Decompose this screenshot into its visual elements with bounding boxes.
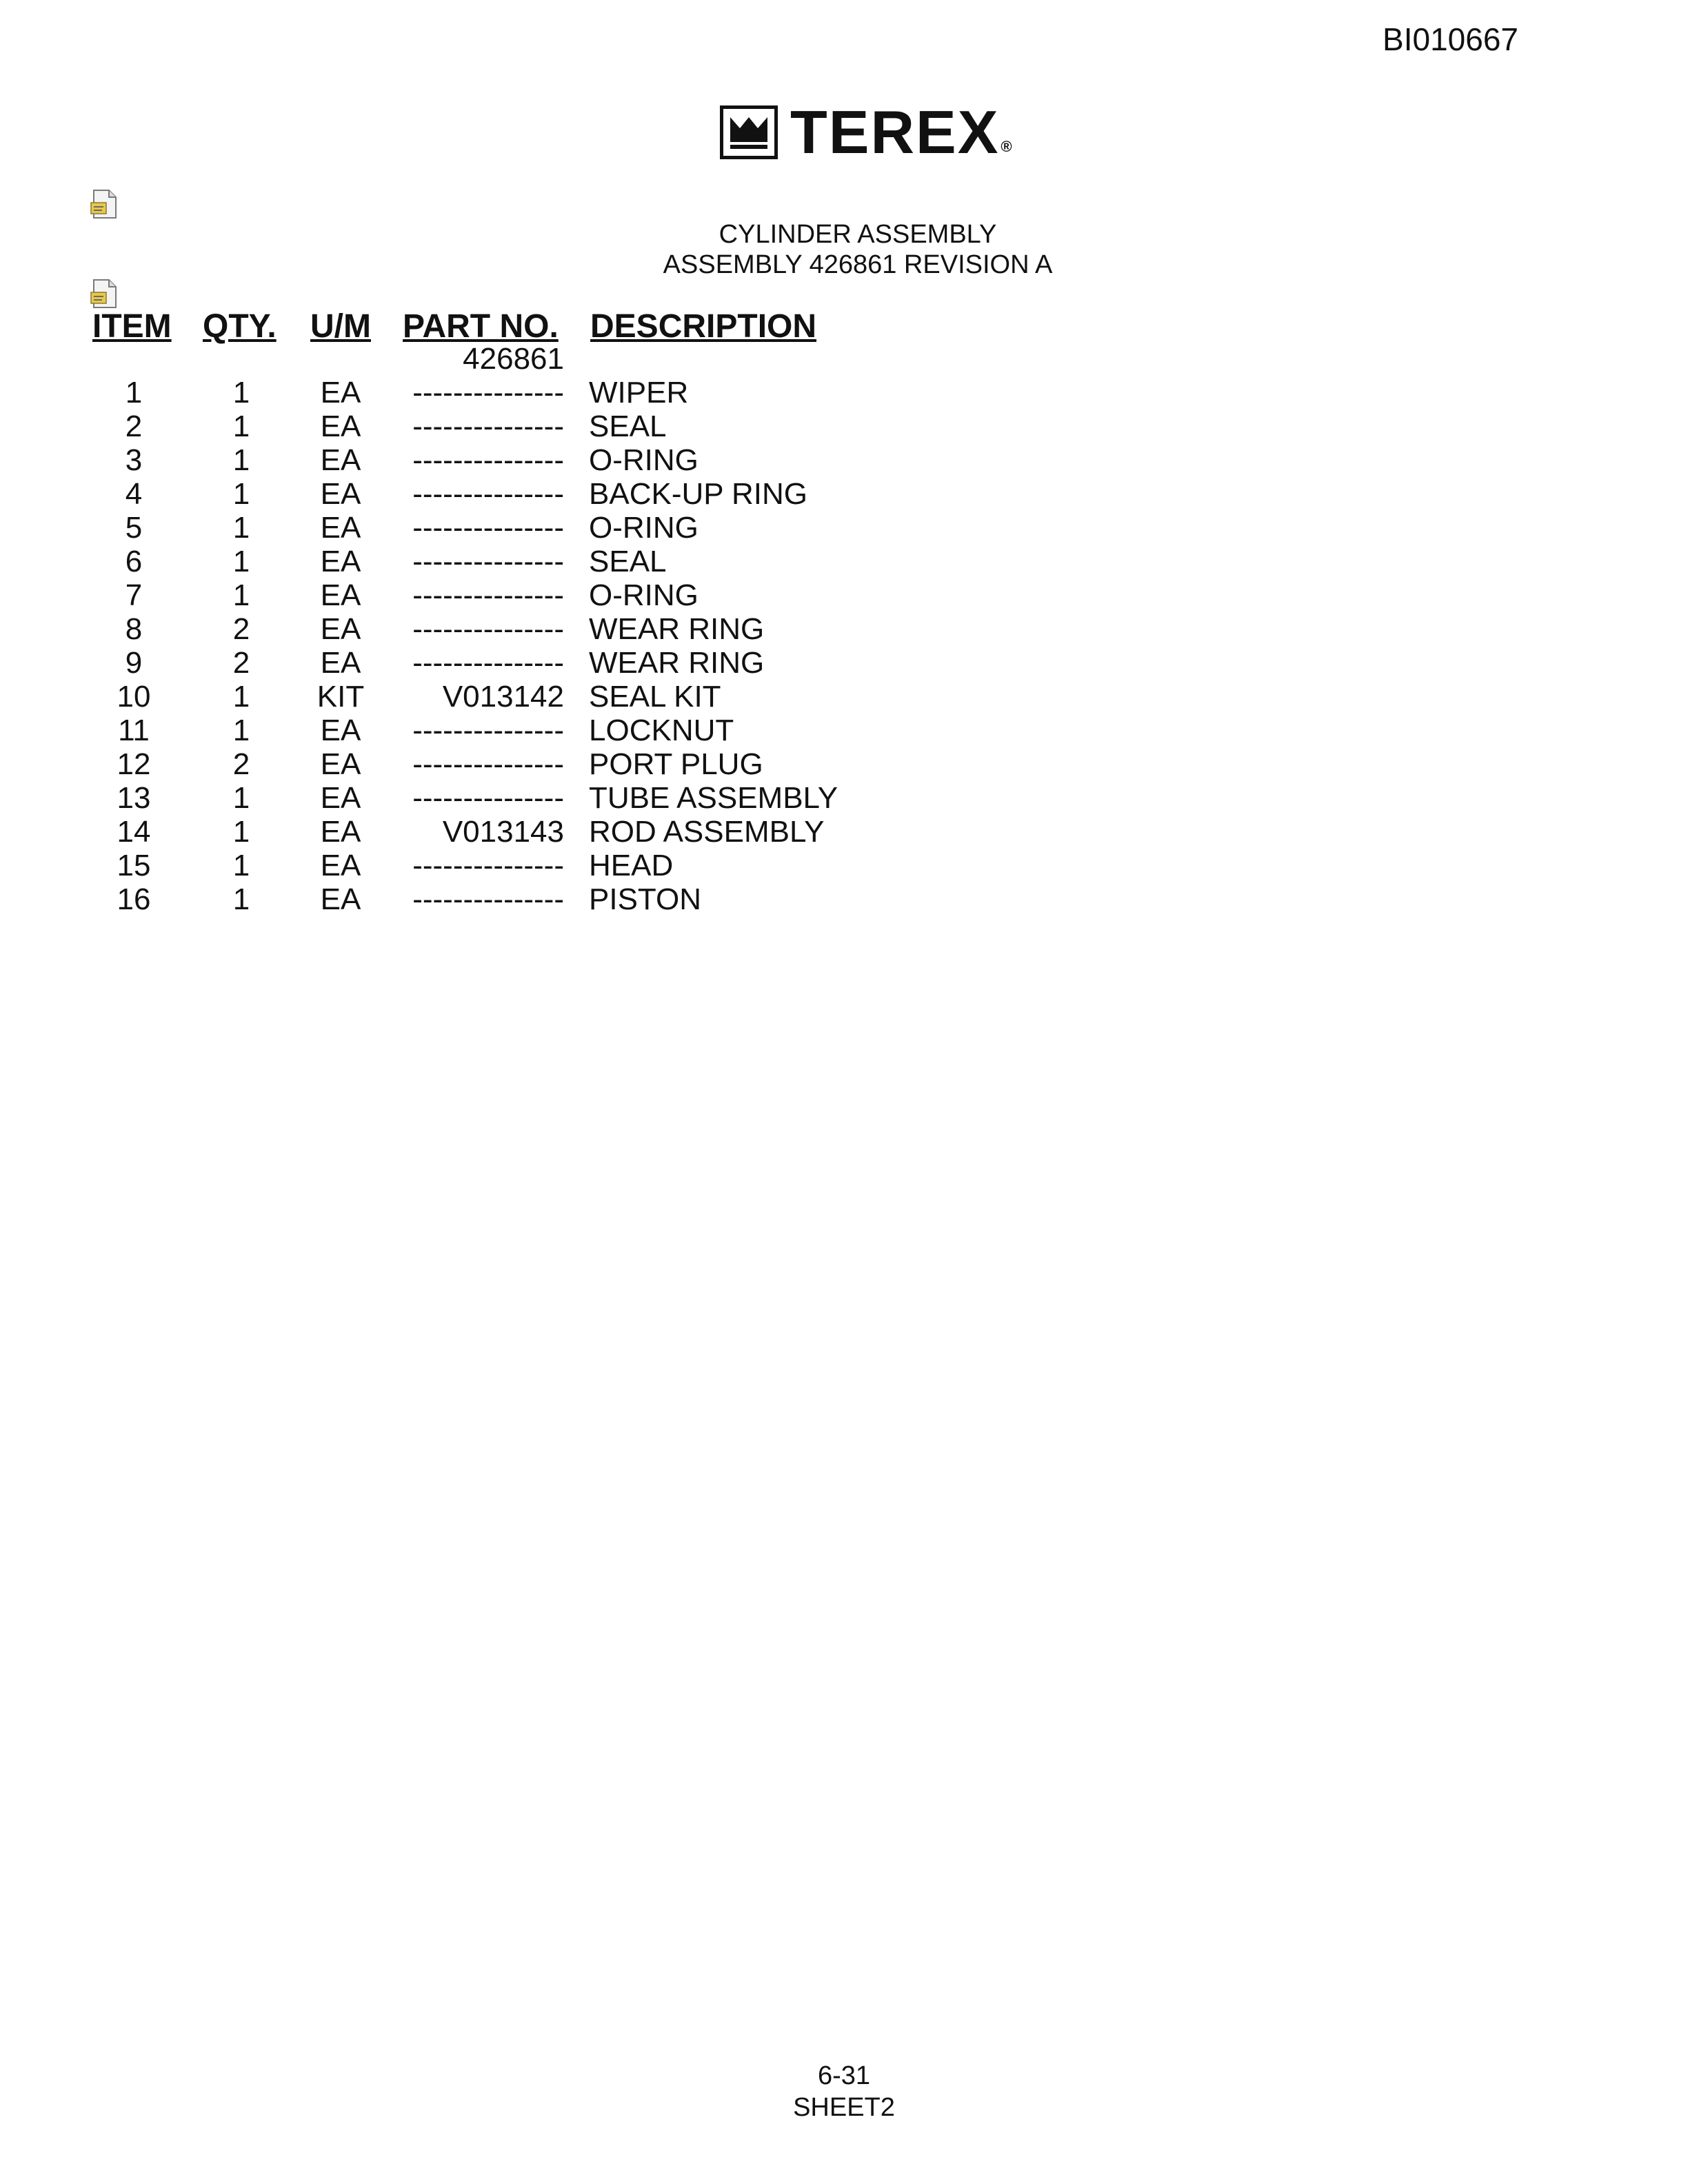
- header-part-no: PART NO.: [403, 308, 559, 345]
- document-subtitle: ASSEMBLY 426861 REVISION A: [663, 250, 1053, 279]
- cell-um: EA: [320, 747, 361, 781]
- cell-description: SEAL: [589, 545, 667, 578]
- cell-description: LOCKNUT: [589, 714, 734, 747]
- table-row: [0, 815, 1688, 849]
- cell-qty: 1: [232, 882, 250, 916]
- cell-qty: 2: [232, 747, 250, 781]
- cell-item: 9: [125, 646, 143, 680]
- cell-part-no: ---------------: [412, 781, 564, 815]
- table-row: [0, 646, 1688, 680]
- terex-logo: [720, 98, 1012, 166]
- table-row: [0, 781, 1688, 815]
- cell-um: EA: [320, 882, 361, 916]
- cell-um: EA: [320, 545, 361, 578]
- cell-item: 1: [125, 376, 143, 410]
- cell-item: 15: [117, 849, 151, 882]
- cell-item: 4: [125, 477, 143, 511]
- cell-part-no: ---------------: [412, 714, 564, 747]
- cell-qty: 1: [232, 680, 250, 714]
- header-description: DESCRIPTION: [590, 308, 817, 345]
- table-row: [0, 511, 1688, 545]
- header-item: ITEM: [92, 308, 172, 345]
- cell-item: 12: [117, 747, 151, 781]
- cell-description: SEAL: [589, 410, 667, 443]
- cell-item: 8: [125, 612, 143, 646]
- cell-description: PISTON: [589, 882, 702, 916]
- cell-qty: 1: [232, 545, 250, 578]
- cell-part-no: ---------------: [412, 376, 564, 410]
- document-link-icon[interactable]: [90, 279, 119, 309]
- cell-um: EA: [320, 646, 361, 680]
- cell-item: 7: [125, 578, 143, 612]
- cell-qty: 1: [232, 815, 250, 849]
- cell-part-no: ---------------: [412, 612, 564, 646]
- cell-um: EA: [320, 578, 361, 612]
- cell-item: 11: [118, 714, 150, 747]
- cell-description: WIPER: [589, 376, 689, 410]
- cell-description: WEAR RING: [589, 612, 765, 646]
- cell-um: EA: [320, 815, 361, 849]
- table-row: [0, 545, 1688, 578]
- header-qty: QTY.: [203, 308, 277, 345]
- cell-qty: 1: [232, 511, 250, 545]
- cell-description: O-RING: [589, 511, 699, 545]
- document-title: CYLINDER ASSEMBLY: [719, 220, 997, 249]
- cell-um: KIT: [316, 680, 365, 714]
- cell-part-no: ---------------: [412, 646, 564, 680]
- cell-um: EA: [320, 443, 361, 477]
- cell-description: O-RING: [589, 578, 699, 612]
- cell-item: 2: [125, 410, 143, 443]
- cell-qty: 2: [232, 612, 250, 646]
- cell-part-no: V013142: [442, 680, 564, 714]
- assembly-part-no: 426861: [463, 342, 564, 376]
- assembly-row: [0, 342, 1688, 376]
- cell-item: 16: [117, 882, 151, 916]
- table-row: [0, 849, 1688, 882]
- cell-qty: 2: [232, 646, 250, 680]
- cell-item: 10: [117, 680, 151, 714]
- cell-part-no: ---------------: [412, 747, 564, 781]
- registered-mark-icon: ®: [1001, 138, 1012, 155]
- crown-logo-icon: [720, 105, 778, 159]
- cell-part-no: ---------------: [412, 545, 564, 578]
- cell-part-no: ---------------: [412, 443, 564, 477]
- header-um: U/M: [310, 308, 371, 345]
- cell-description: SEAL KIT: [589, 680, 721, 714]
- parts-table: [0, 342, 1688, 916]
- cell-item: 14: [117, 815, 151, 849]
- cell-item: 5: [125, 511, 143, 545]
- cell-item: 3: [125, 443, 143, 477]
- cell-description: PORT PLUG: [589, 747, 763, 781]
- cell-um: EA: [320, 849, 361, 882]
- cell-part-no: ---------------: [412, 882, 564, 916]
- cell-qty: 1: [232, 781, 250, 815]
- cell-qty: 1: [232, 410, 250, 443]
- table-row: [0, 376, 1688, 410]
- page-number: 6-31: [817, 2061, 871, 2090]
- cell-qty: 1: [232, 376, 250, 410]
- cell-part-no: ---------------: [412, 410, 564, 443]
- brand-name: TEREX: [790, 98, 1000, 166]
- cell-item: 13: [117, 781, 151, 815]
- cell-um: EA: [320, 376, 361, 410]
- document-id: BI010667: [1383, 21, 1518, 57]
- document-link-icon[interactable]: [90, 189, 119, 219]
- cell-part-no: ---------------: [412, 849, 564, 882]
- cell-item: 6: [125, 545, 143, 578]
- cell-qty: 1: [232, 714, 250, 747]
- cell-part-no: ---------------: [412, 578, 564, 612]
- table-row: [0, 680, 1688, 714]
- cell-um: EA: [320, 511, 361, 545]
- sheet-label: SHEET2: [793, 2093, 895, 2122]
- cell-part-no: ---------------: [412, 511, 564, 545]
- cell-part-no: ---------------: [412, 477, 564, 511]
- table-row: [0, 443, 1688, 477]
- table-row: [0, 882, 1688, 916]
- cell-um: EA: [320, 477, 361, 511]
- cell-qty: 1: [232, 578, 250, 612]
- cell-description: TUBE ASSEMBLY: [589, 781, 838, 815]
- cell-description: HEAD: [589, 849, 674, 882]
- cell-um: EA: [320, 781, 361, 815]
- cell-um: EA: [320, 714, 361, 747]
- cell-um: EA: [320, 410, 361, 443]
- cell-part-no: V013143: [442, 815, 564, 849]
- cell-description: WEAR RING: [589, 646, 765, 680]
- cell-description: ROD ASSEMBLY: [589, 815, 825, 849]
- table-row: [0, 747, 1688, 781]
- cell-qty: 1: [232, 477, 250, 511]
- table-row: [0, 477, 1688, 511]
- table-row: [0, 714, 1688, 747]
- table-row: [0, 410, 1688, 443]
- cell-um: EA: [320, 612, 361, 646]
- table-row: [0, 612, 1688, 646]
- cell-qty: 1: [232, 443, 250, 477]
- cell-description: BACK-UP RING: [589, 477, 808, 511]
- cell-qty: 1: [232, 849, 250, 882]
- table-row: [0, 578, 1688, 612]
- cell-description: O-RING: [589, 443, 699, 477]
